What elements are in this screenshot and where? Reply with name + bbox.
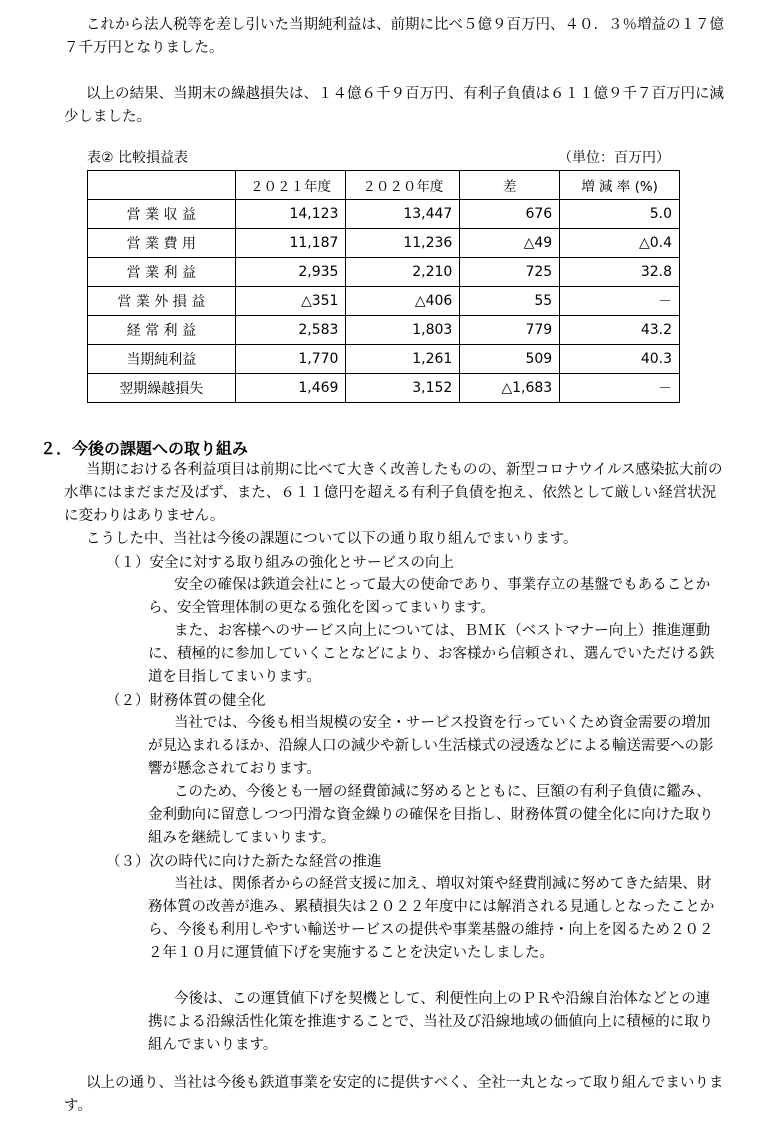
subsection-1-title: （１）安全に対する取り組みの強化とサービスの向上 (106, 555, 454, 571)
value-2020: 1,261 (346, 345, 460, 374)
value-2021: △351 (235, 287, 346, 316)
intro-paragraph-1: これから法人税等を差し引いた当期純利益は、前期に比べ５億９百万円、４０．３％増益の１７億７千万円となりました。 (64, 17, 724, 56)
value-2020: 13,447 (346, 200, 460, 229)
row-label: 翌期繰越損失 (88, 374, 236, 403)
row-label: 当期純利益 (88, 345, 236, 374)
value-rate: 43.2 (560, 316, 680, 345)
value-2021: 11,187 (235, 229, 346, 258)
value-2021: 2,935 (235, 258, 346, 287)
table-row (88, 287, 680, 316)
value-rate: － (560, 374, 680, 403)
header-cell: ２０２０年度 (346, 171, 460, 200)
intro-paragraph-2: 以上の結果、当期末の繰越損失は、１４億６千９百万円、有利子負債は６１１億９千７百万円に減少しました。 (64, 86, 724, 125)
header-cell: ２０２１年度 (235, 171, 346, 200)
table-row (88, 258, 680, 287)
row-label: 営 業 収 益 (88, 200, 236, 229)
table-header-row (88, 171, 680, 200)
value-2020: 11,236 (346, 229, 460, 258)
value-diff: 779 (460, 316, 560, 345)
value-diff: 509 (460, 345, 560, 374)
row-label: 営 業 費 用 (88, 229, 236, 258)
value-2021: 1,469 (235, 374, 346, 403)
section-paragraph-2: こうした中、当社は今後の課題について以下の通り取り組んでまいります。 (86, 531, 578, 547)
subsection-3-title: （３）次の時代に向けた新たな経営の推進 (106, 854, 382, 870)
table-row (88, 374, 680, 403)
subsection-2-title: （２）財務体質の健全化 (106, 693, 266, 709)
subsection-2-paragraph-2: このため、今後とも一層の経費節減に努めるとともに、巨額の有利子負債に鑑み、金利動向に留意しつつ円滑な資金繰りの確保を目指し、財務体質の健全化に向けた取り組みを継続してまいります。 (148, 784, 714, 846)
header-cell: 差 (460, 171, 560, 200)
value-diff: 725 (460, 258, 560, 287)
value-diff: 676 (460, 200, 560, 229)
value-2020: △406 (346, 287, 460, 316)
value-rate: － (560, 287, 680, 316)
row-label: 営 業 利 益 (88, 258, 236, 287)
section-heading: ２．今後の課題への取り組み (40, 439, 249, 458)
row-label: 経 常 利 益 (88, 316, 236, 345)
subsection-3-paragraph-2: 今後は、この運賃値下げを契機として、利便性向上のＰＲや沿線自治体などとの連携による沿線活性化策を推進することで、当社及び沿線地域の価値向上に積極的に取り組んでまいります。 (148, 991, 714, 1053)
table-caption: 表② 比較損益表 (87, 150, 189, 166)
header-cell (88, 171, 236, 200)
table-row (88, 200, 680, 229)
table-unit: （単位：百万円） (558, 150, 670, 166)
header-cell: 増 減 率 (%) (560, 171, 680, 200)
section-paragraph-1: 当期における各利益項目は前期に比べて大きく改善したものの、新型コロナウイルス感染拡大前の水準にはまだまだ及ばず、また、６１１億円を超える有利子負債を抱え、依然として厳しい経営状況に変わりはありません。 (64, 462, 723, 524)
row-label: 営 業 外 損 益 (88, 287, 236, 316)
value-rate: 32.8 (560, 258, 680, 287)
value-diff: 55 (460, 287, 560, 316)
comparison-income-table (87, 170, 680, 403)
value-rate: 40.3 (560, 345, 680, 374)
value-diff: △49 (460, 229, 560, 258)
subsection-1-paragraph-1: 安全の確保は鉄道会社にとって最大の使命であり、事業存立の基盤でもあることから、安全管理体制の更なる強化を図ってまいります。 (148, 577, 711, 616)
value-2021: 1,770 (235, 345, 346, 374)
value-rate: △0.4 (560, 229, 680, 258)
value-2020: 1,803 (346, 316, 460, 345)
value-diff: △1,683 (460, 374, 560, 403)
table-row (88, 229, 680, 258)
subsection-3-paragraph-1: 当社は、関係者からの経営支援に加え、増収対策や経費削減に努めてきた結果、財務体質の改善が進み、累積損失は２０２２年度中には解消される見通しとなったことから、今後も利用しやすい輸送サービスの提供や事業基盤の維持・向上を図るため２０２２年１０月に運賃値下げを実施することを決定いたしました。 (148, 876, 715, 961)
table-row (88, 316, 680, 345)
subsection-2-paragraph-1: 当社では、今後も相当規模の安全・サービス投資を行っていくため資金需要の増加が見込まれるほか、沿線人口の減少や新しい生活様式の浸透などによる輸送需要への影響が懸念されております。 (148, 715, 714, 777)
closing-paragraph: 以上の通り、当社は今後も鉄道事業を安定的に提供すべく、全社一丸となって取り組んでまいります。 (64, 1075, 724, 1114)
table-row (88, 345, 680, 374)
value-2020: 2,210 (346, 258, 460, 287)
value-2021: 2,583 (235, 316, 346, 345)
value-rate: 5.0 (560, 200, 680, 229)
value-2021: 14,123 (235, 200, 346, 229)
subsection-1-paragraph-2: また、お客様へのサービス向上については、ＢＭＫ（ベストマナー向上）推進運動に、積極的に参加していくことなどにより、お客様から信頼され、選んでいただける鉄道を目指してまいります。 (148, 623, 715, 685)
value-2020: 3,152 (346, 374, 460, 403)
